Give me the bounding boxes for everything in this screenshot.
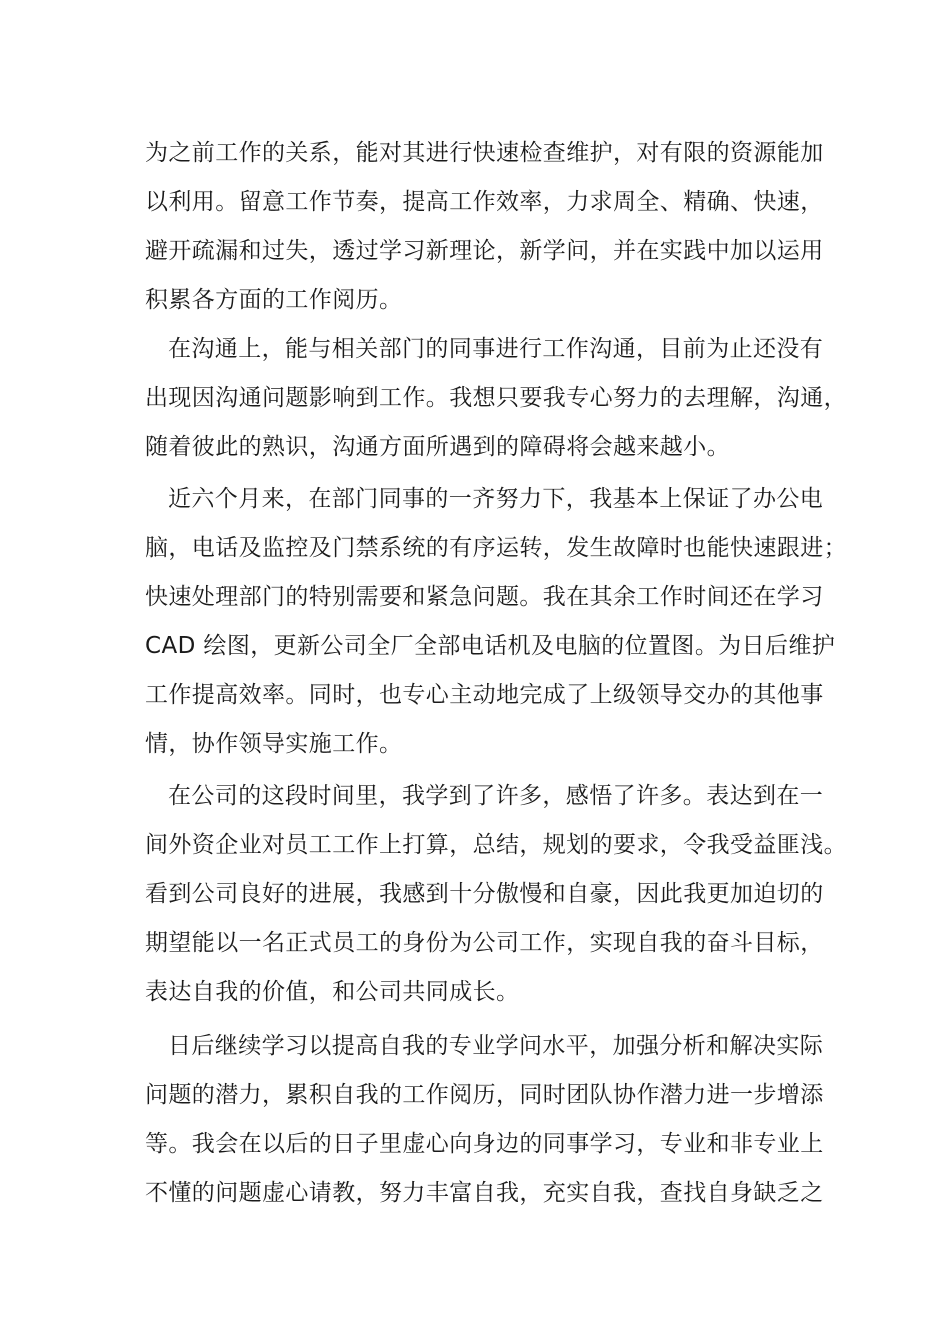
- paragraph-start-line: 在沟通上，能与相关部门的同事进行工作沟通，目前为止还没有: [168, 336, 824, 362]
- text-line: 等。我会在以后的日子里虚心向身边的同事学习，专业和非专业上: [145, 1131, 824, 1157]
- text-line: 随着彼此的熟识，沟通方面所遇到的障碍将会越来越小。: [145, 434, 730, 460]
- text-line: 看到公司良好的进展，我感到十分傲慢和自豪，因此我更加迫切的: [145, 881, 824, 907]
- text-line: 表达自我的价值，和公司共同成长。: [145, 979, 520, 1005]
- text-line: 积累各方面的工作阅历。: [145, 287, 403, 313]
- text-line: 工作提高效率。同时，也专心主动地完成了上级领导交办的其他事: [145, 682, 824, 708]
- text-line: 以利用。留意工作节奏，提高工作效率，力求周全、精确、快速，: [145, 189, 824, 215]
- text-line: 期望能以一名正式员工的身份为公司工作，实现自我的奋斗目标，: [145, 930, 824, 956]
- text-line: 不懂的问题虚心请教，努力丰富自我，充实自我，查找自身缺乏之: [145, 1180, 824, 1206]
- paragraph-start-line: 近六个月来，在部门同事的一齐努力下，我基本上保证了办公电: [168, 486, 824, 512]
- text-line: 间外资企业对员工工作上打算，总结，规划的要求，令我受益匪浅。: [145, 832, 847, 858]
- text-line: 问题的潜力，累积自我的工作阅历，同时团队协作潜力进一步增添: [145, 1082, 824, 1108]
- text-line: 为之前工作的关系，能对其进行快速检查维护，对有限的资源能加: [145, 140, 824, 166]
- text-line: 情，协作领导实施工作。: [145, 731, 403, 757]
- paragraph-start-line: 在公司的这段时间里，我学到了许多，感悟了许多。表达到在一: [168, 783, 824, 809]
- text-line: CAD 绘图，更新公司全厂全部电话机及电脑的位置图。为日后维护: [145, 633, 836, 659]
- text-line: 快速处理部门的特别需要和紧急问题。我在其余工作时间还在学习: [145, 584, 824, 610]
- paragraph-start-line: 日后继续学习以提高自我的专业学问水平，加强分析和解决实际: [168, 1033, 824, 1059]
- text-line: 出现因沟通问题影响到工作。我想只要我专心努力的去理解，沟通，: [145, 385, 847, 411]
- text-line: 避开疏漏和过失，透过学习新理论，新学问，并在实践中加以运用: [145, 238, 824, 264]
- text-line: 脑，电话及监控及门禁系统的有序运转，发生故障时也能快速跟进；: [145, 535, 847, 561]
